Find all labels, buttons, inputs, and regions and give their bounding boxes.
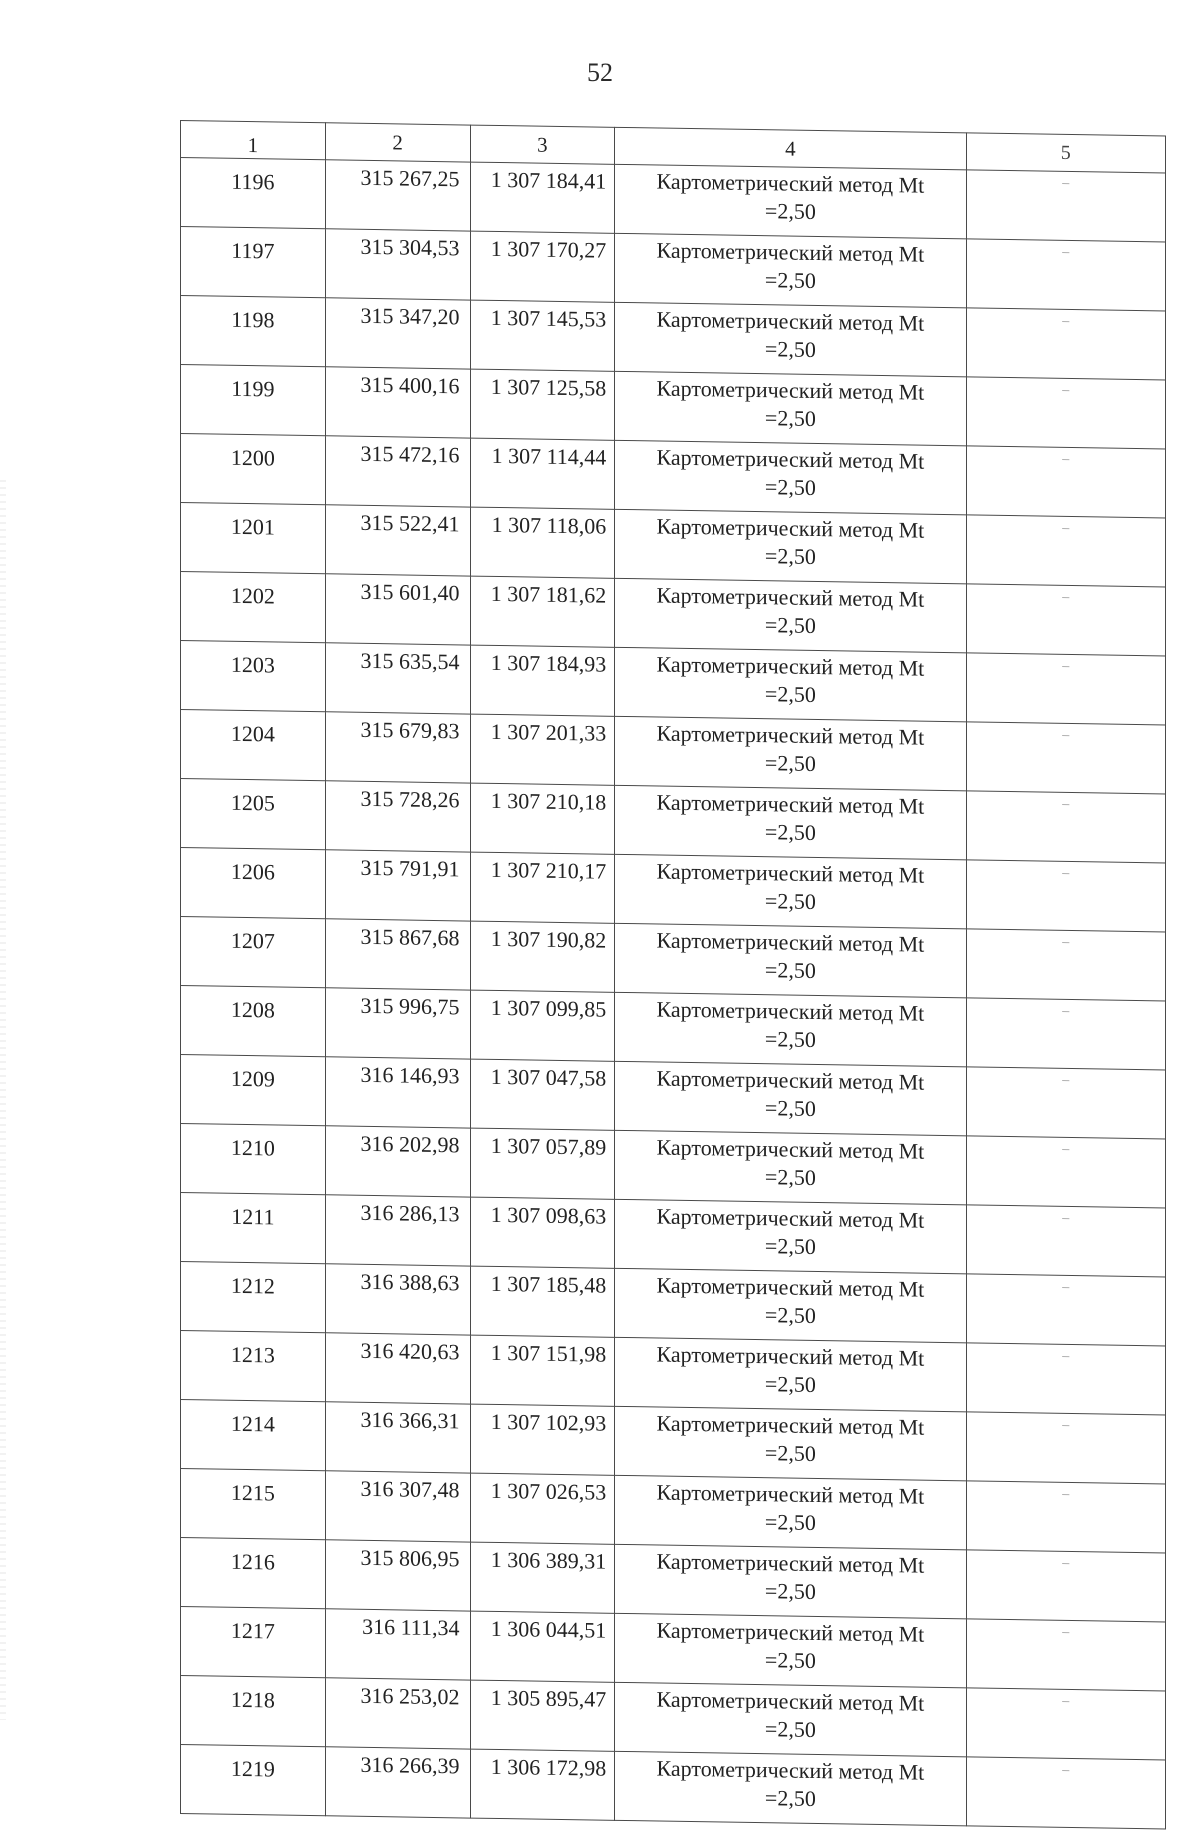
- x-coordinate-cell: 315 472,16: [325, 436, 470, 507]
- point-number-cell: 1198: [181, 296, 326, 367]
- method-name: Картометрический метод Mt: [656, 1617, 925, 1647]
- x-coordinate-cell: 316 307,48: [325, 1471, 470, 1542]
- y-coordinate-cell: 1 307 184,41: [470, 162, 615, 233]
- column-5-cell: –: [966, 791, 1165, 863]
- method-name: Картометрический метод Mt: [656, 582, 925, 612]
- y-coordinate-cell: 1 307 102,93: [470, 1404, 615, 1475]
- column-header-3: 3: [470, 125, 615, 164]
- point-number-cell: 1199: [181, 365, 326, 436]
- column-5-cell: –: [966, 1619, 1165, 1691]
- y-coordinate-cell: 1 307 057,89: [470, 1128, 615, 1199]
- method-name: Картометрический метод Mt: [656, 1755, 925, 1785]
- x-coordinate-cell: 315 679,83: [325, 712, 470, 783]
- method-accuracy: =2,50: [764, 405, 816, 431]
- method-accuracy: =2,50: [764, 612, 816, 638]
- column-5-cell: –: [966, 1136, 1165, 1208]
- method-accuracy: =2,50: [764, 750, 816, 776]
- point-number-cell: 1204: [181, 710, 326, 781]
- x-coordinate-cell: 315 996,75: [325, 988, 470, 1059]
- method-accuracy: =2,50: [764, 957, 816, 983]
- point-number-cell: 1219: [181, 1745, 326, 1816]
- column-5-cell: –: [966, 929, 1165, 1001]
- column-5-cell: –: [966, 515, 1165, 587]
- y-coordinate-cell: 1 307 047,58: [470, 1059, 615, 1130]
- x-coordinate-cell: 316 111,34: [325, 1609, 470, 1680]
- method-cell: [615, 647, 966, 722]
- column-5-cell: –: [966, 239, 1165, 311]
- x-coordinate-cell: 315 806,95: [325, 1540, 470, 1611]
- y-coordinate-cell: 1 306 044,51: [470, 1611, 615, 1682]
- coordinates-table: [180, 120, 1166, 1829]
- method-name: Картометрический метод Mt: [656, 1065, 925, 1095]
- method-accuracy: =2,50: [764, 1578, 816, 1604]
- y-coordinate-cell: 1 306 172,98: [470, 1749, 615, 1820]
- method-accuracy: =2,50: [764, 267, 816, 293]
- y-coordinate-cell: 1 307 151,98: [470, 1335, 615, 1406]
- method-accuracy: =2,50: [764, 819, 816, 845]
- point-number-cell: 1205: [181, 779, 326, 850]
- method-name: Картометрический метод Mt: [656, 1272, 925, 1302]
- y-coordinate-cell: 1 307 210,17: [470, 852, 615, 923]
- y-coordinate-cell: 1 307 201,33: [470, 714, 615, 785]
- point-number-cell: 1212: [181, 1262, 326, 1333]
- point-number-cell: 1211: [181, 1193, 326, 1264]
- method-cell: [615, 785, 966, 860]
- method-accuracy: =2,50: [764, 336, 816, 362]
- method-accuracy: =2,50: [764, 1785, 816, 1811]
- x-coordinate-cell: 316 266,39: [325, 1747, 470, 1818]
- x-coordinate-cell: 316 366,31: [325, 1402, 470, 1473]
- y-coordinate-cell: 1 307 185,48: [470, 1266, 615, 1337]
- method-accuracy: =2,50: [764, 1302, 816, 1328]
- y-coordinate-cell: 1 306 389,31: [470, 1542, 615, 1613]
- x-coordinate-cell: 315 267,25: [325, 160, 470, 231]
- method-name: Картометрический метод Mt: [656, 306, 925, 336]
- coordinates-table-container: [180, 120, 1166, 1829]
- method-cell: [615, 164, 966, 239]
- column-5-cell: –: [966, 1550, 1165, 1622]
- method-cell: [615, 1406, 966, 1481]
- method-cell: [615, 371, 966, 446]
- column-5-cell: –: [966, 377, 1165, 449]
- method-accuracy: =2,50: [764, 1440, 816, 1466]
- method-name: Картометрический метод Mt: [656, 1548, 925, 1578]
- method-accuracy: =2,50: [764, 1233, 816, 1259]
- point-number-cell: 1196: [181, 158, 326, 229]
- method-name: Картометрический метод Mt: [656, 1203, 925, 1233]
- method-accuracy: =2,50: [764, 1647, 816, 1673]
- x-coordinate-cell: 315 635,54: [325, 643, 470, 714]
- x-coordinate-cell: 315 522,41: [325, 505, 470, 576]
- column-5-cell: –: [966, 653, 1165, 725]
- method-cell: [615, 923, 966, 998]
- x-coordinate-cell: 315 601,40: [325, 574, 470, 645]
- method-accuracy: =2,50: [764, 888, 816, 914]
- method-accuracy: =2,50: [764, 1164, 816, 1190]
- y-coordinate-cell: 1 305 895,47: [470, 1680, 615, 1751]
- point-number-cell: 1208: [181, 986, 326, 1057]
- method-name: Картометрический метод Mt: [656, 1341, 925, 1371]
- y-coordinate-cell: 1 307 118,06: [470, 507, 615, 578]
- x-coordinate-cell: 315 304,53: [325, 229, 470, 300]
- method-accuracy: =2,50: [764, 1509, 816, 1535]
- method-name: Картометрический метод Mt: [656, 996, 925, 1026]
- y-coordinate-cell: 1 307 184,93: [470, 645, 615, 716]
- column-header-4: 4: [615, 127, 966, 170]
- method-cell: [615, 1061, 966, 1136]
- point-number-cell: 1218: [181, 1676, 326, 1747]
- point-number-cell: 1203: [181, 641, 326, 712]
- method-accuracy: =2,50: [764, 1716, 816, 1742]
- column-5-cell: –: [966, 722, 1165, 794]
- x-coordinate-cell: 316 286,13: [325, 1195, 470, 1266]
- x-coordinate-cell: 315 867,68: [325, 919, 470, 990]
- method-cell: [615, 854, 966, 929]
- method-name: Картометрический метод Mt: [656, 651, 925, 681]
- y-coordinate-cell: 1 307 125,58: [470, 369, 615, 440]
- column-5-cell: –: [966, 446, 1165, 518]
- method-cell: [615, 1199, 966, 1274]
- method-name: Картометрический метод Mt: [656, 237, 925, 267]
- method-cell: [615, 1613, 966, 1688]
- column-header-2: 2: [325, 123, 470, 162]
- column-5-cell: –: [966, 1412, 1165, 1484]
- method-cell: [615, 1475, 966, 1550]
- method-accuracy: =2,50: [764, 543, 816, 569]
- method-name: Картометрический метод Mt: [656, 858, 925, 888]
- method-cell: [615, 1751, 966, 1826]
- method-name: Картометрический метод Mt: [656, 1134, 925, 1164]
- point-number-cell: 1214: [181, 1400, 326, 1471]
- point-number-cell: 1202: [181, 572, 326, 643]
- y-coordinate-cell: 1 307 026,53: [470, 1473, 615, 1544]
- y-coordinate-cell: 1 307 170,27: [470, 231, 615, 302]
- method-cell: [615, 716, 966, 791]
- method-name: Картометрический метод Mt: [656, 168, 925, 198]
- method-name: Картометрический метод Mt: [656, 927, 925, 957]
- method-name: Картометрический метод Mt: [656, 1410, 925, 1440]
- point-number-cell: 1210: [181, 1124, 326, 1195]
- point-number-cell: 1216: [181, 1538, 326, 1609]
- method-accuracy: =2,50: [764, 198, 816, 224]
- y-coordinate-cell: 1 307 145,53: [470, 300, 615, 371]
- method-name: Картометрический метод Mt: [656, 444, 925, 474]
- method-cell: [615, 440, 966, 515]
- column-5-cell: –: [966, 170, 1165, 242]
- y-coordinate-cell: 1 307 098,63: [470, 1197, 615, 1268]
- method-name: Картометрический метод Mt: [656, 1479, 925, 1509]
- page-number: 52: [587, 58, 613, 87]
- method-name: Картометрический метод Mt: [656, 789, 925, 819]
- method-accuracy: =2,50: [764, 1371, 816, 1397]
- point-number-cell: 1201: [181, 503, 326, 574]
- method-cell: [615, 578, 966, 653]
- method-cell: [615, 233, 966, 308]
- table-row: [181, 1745, 1166, 1829]
- point-number-cell: 1200: [181, 434, 326, 505]
- scan-edge-artifact: [0, 480, 6, 1720]
- method-accuracy: =2,50: [764, 474, 816, 500]
- x-coordinate-cell: 316 202,98: [325, 1126, 470, 1197]
- x-coordinate-cell: 316 253,02: [325, 1678, 470, 1749]
- table-body: [181, 158, 1166, 1829]
- column-5-cell: –: [966, 1067, 1165, 1139]
- y-coordinate-cell: 1 307 190,82: [470, 921, 615, 992]
- column-5-cell: –: [966, 1481, 1165, 1553]
- method-accuracy: =2,50: [764, 1095, 816, 1121]
- y-coordinate-cell: 1 307 099,85: [470, 990, 615, 1061]
- column-5-cell: –: [966, 308, 1165, 380]
- point-number-cell: 1217: [181, 1607, 326, 1678]
- column-5-cell: –: [966, 1757, 1165, 1829]
- column-5-cell: –: [966, 1688, 1165, 1760]
- column-5-cell: –: [966, 998, 1165, 1070]
- x-coordinate-cell: 316 146,93: [325, 1057, 470, 1128]
- point-number-cell: 1206: [181, 848, 326, 919]
- point-number-cell: 1213: [181, 1331, 326, 1402]
- y-coordinate-cell: 1 307 181,62: [470, 576, 615, 647]
- point-number-cell: 1215: [181, 1469, 326, 1540]
- point-number-cell: 1209: [181, 1055, 326, 1126]
- column-5-cell: –: [966, 1343, 1165, 1415]
- x-coordinate-cell: 315 400,16: [325, 367, 470, 438]
- column-header-5: 5: [966, 133, 1165, 173]
- method-name: Картометрический метод Mt: [656, 720, 925, 750]
- method-name: Картометрический метод Mt: [656, 375, 925, 405]
- method-cell: [615, 302, 966, 377]
- method-cell: [615, 1130, 966, 1205]
- point-number-cell: 1197: [181, 227, 326, 298]
- method-cell: [615, 1337, 966, 1412]
- column-5-cell: –: [966, 860, 1165, 932]
- y-coordinate-cell: 1 307 210,18: [470, 783, 615, 854]
- x-coordinate-cell: 315 791,91: [325, 850, 470, 921]
- x-coordinate-cell: 315 347,20: [325, 298, 470, 369]
- point-number-cell: 1207: [181, 917, 326, 988]
- method-accuracy: =2,50: [764, 681, 816, 707]
- method-cell: [615, 1268, 966, 1343]
- column-header-1: 1: [181, 121, 326, 160]
- x-coordinate-cell: 316 420,63: [325, 1333, 470, 1404]
- method-cell: [615, 509, 966, 584]
- column-5-cell: –: [966, 584, 1165, 656]
- method-name: Картометрический метод Mt: [656, 1686, 925, 1716]
- x-coordinate-cell: 316 388,63: [325, 1264, 470, 1335]
- column-5-cell: –: [966, 1205, 1165, 1277]
- method-accuracy: =2,50: [764, 1026, 816, 1052]
- x-coordinate-cell: 315 728,26: [325, 781, 470, 852]
- y-coordinate-cell: 1 307 114,44: [470, 438, 615, 509]
- method-name: Картометрический метод Mt: [656, 513, 925, 543]
- method-cell: [615, 992, 966, 1067]
- method-cell: [615, 1682, 966, 1757]
- column-5-cell: –: [966, 1274, 1165, 1346]
- method-cell: [615, 1544, 966, 1619]
